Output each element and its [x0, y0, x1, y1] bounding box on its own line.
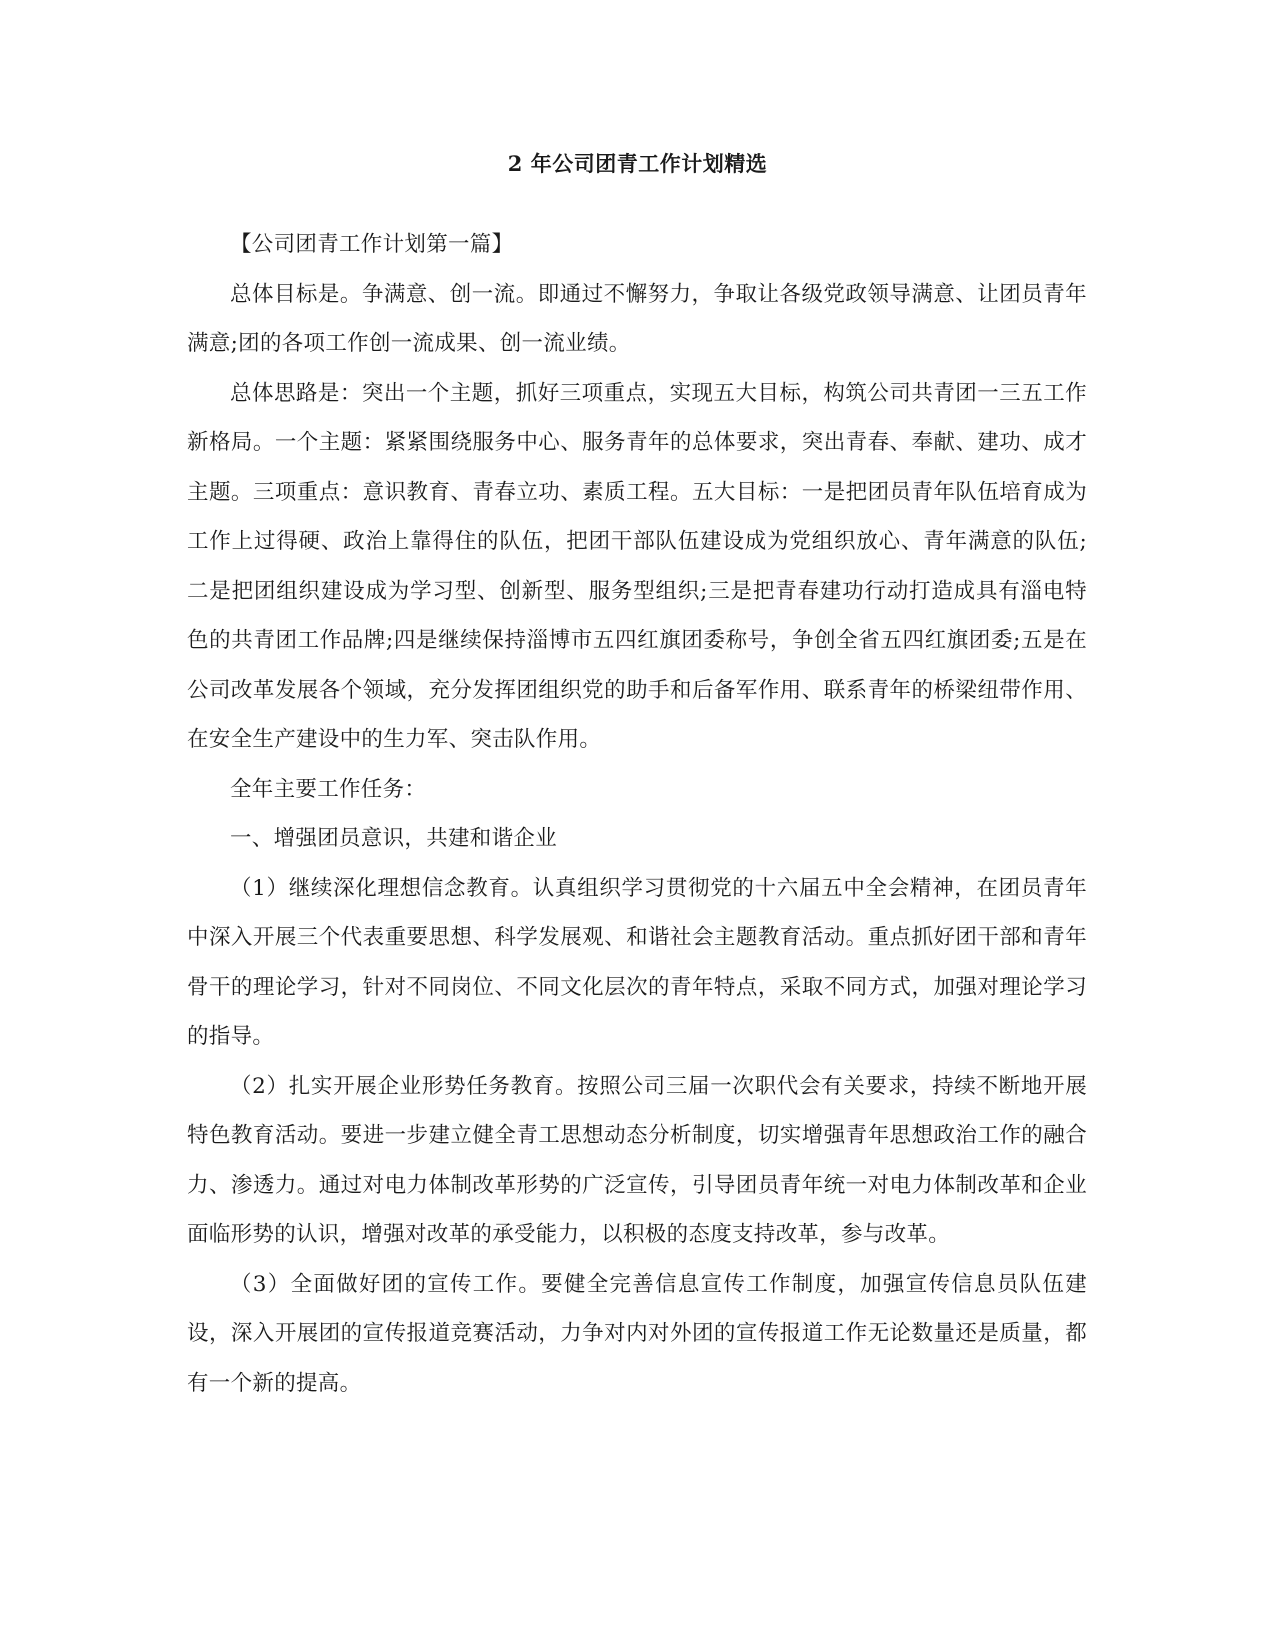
document-body [187, 220, 1087, 1408]
paragraph-main-tasks: 全年主要工作任务： [230, 776, 427, 802]
paragraph-item-2: （2）扎实开展企业形势任务教育。按照公司三届一次职代会有关要求，持续不断地开展特色教育活动。要进一步建立健全青工思想动态分析制度，切实增强青年思想政治工作的融合力、渗透力。通过对电力体制改革形势的广泛宣传，引导团员青年统一对电力体制改革和企业面临形势的认识，增强对改革的承受能力，以积极的态度支持改革，参与改革。 [187, 1073, 1087, 1247]
paragraph-overall-approach: 总体思路是：突出一个主题，抓好三项重点，实现五大目标，构筑公司共青团一三五工作新格局。一个主题：紧紧围绕服务中心、服务青年的总体要求，突出青春、奉献、建功、成才主题。三项重点：意识教育、青春立功、素质工程。五大目标：一是把团员青年队伍培育成为工作上过得硬、政治上靠得住的队伍，把团干部队伍建设成为党组织放心、青年满意的队伍;二是把团组织建设成为学习型、创新型、服务型组织;三是把青春建功行动打造成具有淄电特色的共青团工作品牌;四是继续保持淄博市五四红旗团委称号，争创全省五四红旗团委;五是在公司改革发展各个领域，充分发挥团组织党的助手和后备军作用、联系青年的桥梁纽带作用、在安全生产建设中的生力军、突击队作用。 [187, 380, 1087, 752]
section-heading: 【公司团青工作计划第一篇】 [230, 232, 514, 257]
paragraph-item-3: （3）全面做好团的宣传工作。要健全完善信息宣传工作制度，加强宣传信息员队伍建设，深入开展团的宣传报道竞赛活动，力争对内对外团的宣传报道工作无论数量还是质量，都有一个新的提高。 [187, 1271, 1087, 1396]
paragraph-item-1: （1）继续深化理想信念教育。认真组织学习贯彻党的十六届五中全会精神，在团员青年中深入开展三个代表重要思想、科学发展观、和谐社会主题教育活动。重点抓好团干部和青年骨干的理论学习，针对不同岗位、不同文化层次的青年特点，采取不同方式，加强对理论学习的指导。 [187, 875, 1087, 1049]
paragraph-task-one-heading: 一、增强团员意识，共建和谐企业 [230, 826, 558, 851]
page-title: 2 年公司团青工作计划精选 [507, 151, 768, 176]
paragraph-overall-goal: 总体目标是。争满意、创一流。即通过不懈努力，争取让各级党政领导满意、让团员青年满意;团的各项工作创一流成果、创一流业绩。 [187, 281, 1087, 356]
